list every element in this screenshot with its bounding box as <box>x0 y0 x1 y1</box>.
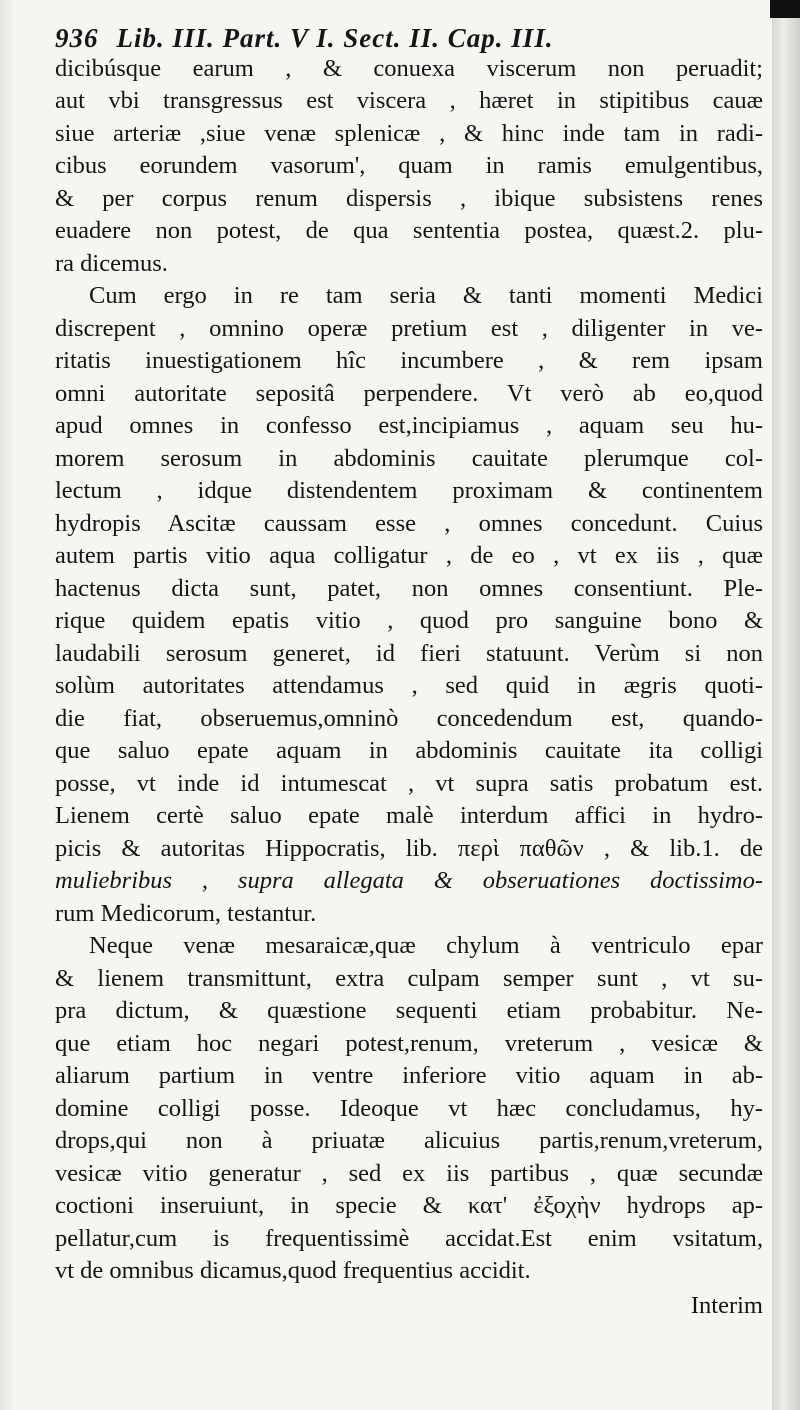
text-line: picis & autoritas Hippocratis, lib. περὶ παθῶν , & lib.1. de <box>55 834 763 862</box>
text-line: domine colligi posse. Ideoque vt hæc concludamus, hy- <box>55 1094 763 1122</box>
text-line: dicibúsque earum , & conuexa viscerum non peruadit; <box>55 54 763 82</box>
text-line: rique quidem epatis vitio , quod pro sanguine bono & <box>55 607 763 634</box>
running-header <box>55 22 763 55</box>
text-line: solùm autoritates attendamus , sed quid in ægris quoti- <box>55 672 763 699</box>
text-line: drops,qui non à priuatæ alicuius partis,renum,vreterum, <box>55 1127 763 1154</box>
text-line: hactenus dicta sunt, patet, non omnes consentiunt. Ple- <box>55 574 763 602</box>
text-line: ritatis inuestigationem hîc incumbere , & rem ipsam <box>55 347 763 374</box>
paragraph-3 <box>55 930 763 1288</box>
text-line: euadere non potest, de qua sententia postea, quæst.2. plu- <box>55 217 763 244</box>
page-left-edge <box>0 0 14 1410</box>
running-title: Lib. III. Part. V I. Sect. II. Cap. III. <box>116 23 554 53</box>
text-line: rum Medicorum, testantur. <box>55 899 317 927</box>
text-line: pellatur,cum is frequentissimè accidat.Est enim vsitatum, <box>55 1224 763 1252</box>
paragraph-2 <box>55 280 763 930</box>
text-line: coctioni inseruiunt, in specie & κατ' ἐξοχὴν hydrops ap- <box>55 1192 763 1219</box>
text-line: Cum ergo in re tam seria & tanti momenti Medici <box>89 282 763 309</box>
text-line: ra dicemus. <box>55 249 168 277</box>
text-line: die fiat, obseruemus,omninò concedendum est, quando- <box>55 704 763 732</box>
text-line: cibus eorundem vasorum', quam in ramis emulgentibus, <box>55 152 763 179</box>
text-line: laudabili serosum generet, id fieri statuunt. Verùm si non <box>55 639 763 667</box>
text-line: pra dictum, & quæstione sequenti etiam probabitur. Ne- <box>55 997 763 1024</box>
text-line: vt de omnibus dicamus,quod frequentius accidit. <box>55 1257 531 1284</box>
text-block <box>55 22 763 1322</box>
text-line: autem partis vitio aqua colligatur , de eo , vt ex iis , quæ <box>55 542 763 569</box>
text-line: hydropis Ascitæ caussam esse , omnes concedunt. Cuius <box>55 509 763 537</box>
page-number: 936 <box>55 23 99 53</box>
text-line: aut vbi transgressus est viscera , hæret in stipitibus cauæ <box>55 87 763 114</box>
text-line: Neque venæ mesaraicæ,quæ chylum à ventriculo epar <box>89 932 763 959</box>
scan-corner <box>770 0 800 18</box>
text-line: posse, vt inde id intumescat , vt supra satis probatum est. <box>55 769 763 797</box>
text-line: muliebribus , supra allegata & obseruationes doctissimo- <box>55 867 763 894</box>
text-line: apud omnes in confesso est,incipiamus , aquam seu hu- <box>55 412 763 439</box>
text-line: vesicæ vitio generatur , sed ex iis partibus , quæ secundæ <box>55 1159 763 1187</box>
book-spine-shadow <box>772 0 800 1410</box>
text-line: siue arteriæ ,siue venæ splenicæ , & hinc inde tam in radi- <box>55 119 763 147</box>
paragraph-1 <box>55 53 763 281</box>
text-line: morem serosum in abdominis cauitate plerumque col- <box>55 444 763 472</box>
text-line: & per corpus renum dispersis , ibique subsistens renes <box>55 184 763 212</box>
text-line: aliarum partium in ventre inferiore vitio aquam in ab- <box>55 1062 763 1089</box>
text-line: omni autoritate sepositâ perpendere. Vt verò ab eo,quod <box>55 379 763 407</box>
text-line: lectum , idque distendentem proximam & continentem <box>55 477 763 504</box>
catchword: Interim <box>690 1291 763 1319</box>
text-line: que etiam hoc negari potest,renum, vreterum , vesicæ & <box>55 1029 763 1057</box>
text-line: Lienem certè saluo epate malè interdum affici in hydro- <box>55 802 763 829</box>
text-line: discrepent , omnino operæ pretium est , diligenter in ve- <box>55 314 763 342</box>
text-line: que saluo epate aquam in abdominis cauitate ita colligi <box>55 737 763 764</box>
text-line: & lienem transmittunt, extra culpam semper sunt , vt su- <box>55 964 763 992</box>
